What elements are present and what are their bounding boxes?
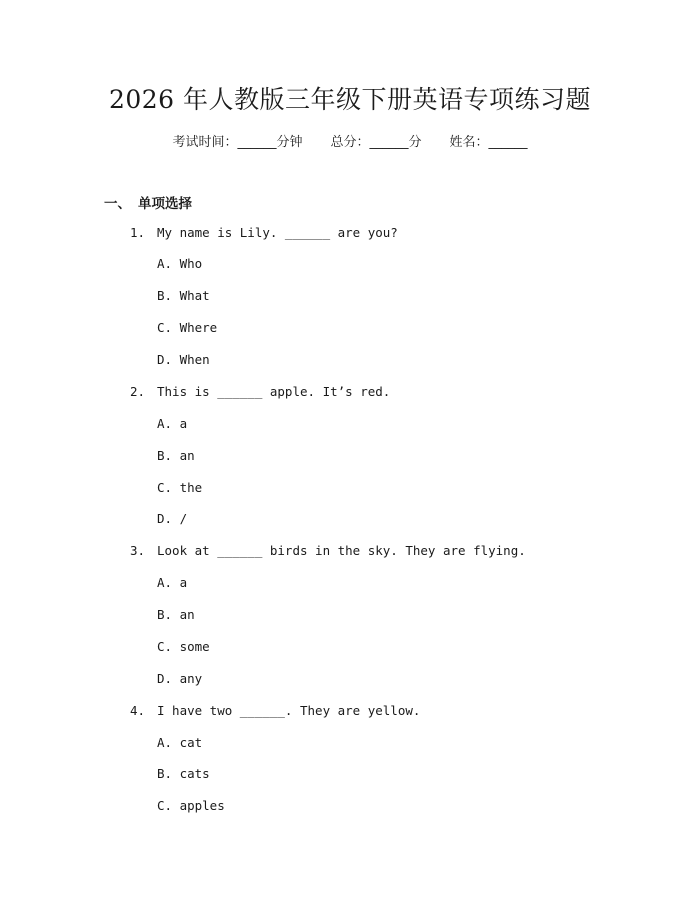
exam-time-field: 考试时间：______分钟: [172, 135, 303, 150]
question-text: Look at ______ birds in the sky. They are flying.: [157, 543, 526, 558]
question-1: [130, 225, 398, 240]
question-4-option-b: B. cats: [157, 766, 210, 781]
question-2-option-d: D. /: [157, 511, 188, 526]
question-2-option-b: B. an: [157, 448, 195, 463]
question-1-option-d: D. When: [157, 352, 210, 367]
name-field: 姓名：______: [449, 135, 528, 150]
question-text: I have two ______. They are yellow.: [157, 703, 421, 718]
question-2-option-c: C. the: [157, 480, 203, 495]
section-number: 一、: [104, 196, 131, 212]
exam-meta-line: [0, 131, 700, 150]
question-1-option-b: B. What: [157, 288, 210, 303]
question-3-option-a: A. a: [157, 575, 188, 590]
question-3-option-c: C. some: [157, 639, 210, 654]
question-text: My name is Lily. ______ are you?: [157, 225, 398, 240]
question-3-option-d: D. any: [157, 671, 203, 686]
question-4: [130, 703, 420, 718]
total-score-field: 总分：______分: [330, 135, 422, 150]
question-1-option-a: A. Who: [157, 256, 203, 271]
question-1-option-c: C. Where: [157, 320, 218, 335]
question-3: [130, 543, 526, 558]
question-2: [130, 384, 390, 399]
question-number: 4.: [130, 703, 146, 718]
question-text: This is ______ apple. It’s red.: [157, 384, 391, 399]
question-number: 1.: [130, 225, 146, 240]
document-title: 2026 年人教版三年级下册英语专项练习题: [108, 85, 592, 114]
question-4-option-a: A. cat: [157, 735, 203, 750]
question-4-option-c: C. apples: [157, 798, 225, 813]
question-number: 2.: [130, 384, 146, 399]
question-3-option-b: B. an: [157, 607, 195, 622]
question-2-option-a: A. a: [157, 416, 188, 431]
section-heading: [104, 192, 192, 212]
section-title: 单项选择: [138, 196, 192, 212]
question-number: 3.: [130, 543, 146, 558]
